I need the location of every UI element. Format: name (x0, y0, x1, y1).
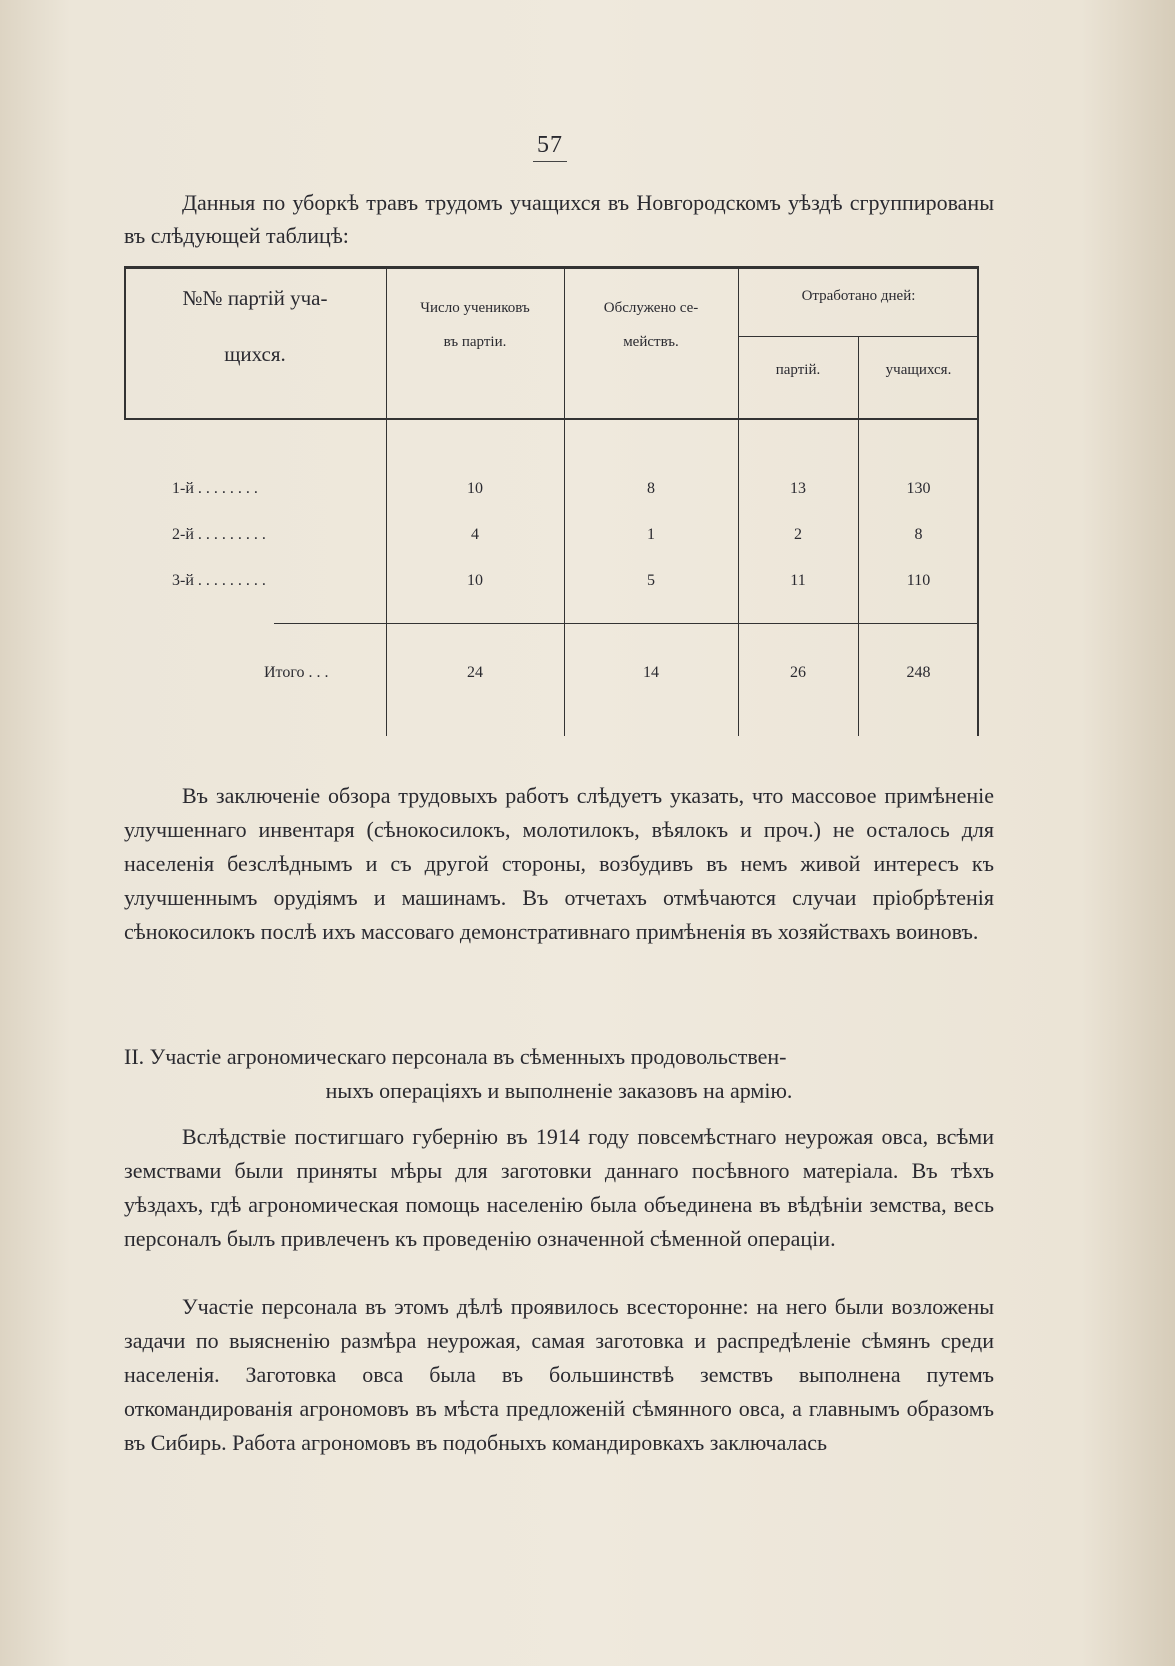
cell-families: 8 (647, 480, 655, 497)
table-row-label: 2-й . . . . . . . . . (172, 526, 266, 543)
header-worked-parties: партій. (775, 362, 821, 378)
data-table (124, 266, 979, 736)
total-label: Итого . . . (264, 664, 329, 681)
cell-students: 10 (467, 480, 483, 497)
cell-families: 5 (647, 572, 655, 589)
paragraph-oats-shortage: Вслѣдствіе постигшаго губернію въ 1914 году повсемѣстнаго неурожая овса, всѣми земствами были приняты мѣры для заготовки даннаго посѣвного матеріала. Въ тѣхъ уѣздахъ, гдѣ агрономическая помощь населенію была объединена въ вѣдѣніи земства, весь персоналъ былъ привлеченъ къ проведенію означенной сѣменной операціи. (124, 1124, 994, 1251)
header-students-cont: въ партіи. (443, 334, 507, 350)
total-students: 24 (467, 664, 483, 681)
total-parties: 26 (790, 664, 806, 681)
table-top-rule (124, 266, 979, 269)
cell-families: 1 (647, 526, 655, 543)
cell-students: 10 (467, 572, 483, 589)
header-families: Обслужено се- (603, 300, 699, 316)
section-heading (124, 1040, 994, 1108)
section-heading-line-1: II. Участіе агрономическаго персонала въ сѣменныхъ продовольствен- (124, 1044, 787, 1069)
total-rule (274, 623, 979, 624)
cell-parties: 13 (790, 480, 806, 497)
header-students: Число учениковъ (420, 300, 530, 316)
page-number: 57 (533, 132, 567, 162)
paragraph-conclusion: Въ заключеніе обзора трудовыхъ работъ слѣдуетъ указать, что массовое примѣненіе улучшеннаго инвентаря (сѣнокосилокъ, молотилокъ, вѣялокъ и проч.) не осталось для населенія безслѣднымъ и съ другой стороны, возбудивъ въ немъ живой интересъ къ улучшеннымъ орудіямъ и машинамъ. Въ отчетахъ отмѣчаются случаи пріобрѣтенія сѣнокосилокъ послѣ ихъ массоваго демонстративнаго примѣненія въ хозяйствахъ воиновъ. (124, 783, 994, 944)
section-heading-line-2: ныхъ операціяхъ и выполненіе заказовъ на армію. (325, 1078, 793, 1103)
table-row-label: 1-й . . . . . . . . (172, 480, 258, 497)
cell-pupils: 110 (906, 572, 931, 589)
cell-parties: 11 (790, 572, 806, 589)
cell-pupils: 130 (906, 480, 931, 497)
cell-parties: 2 (794, 526, 802, 543)
total-families: 14 (643, 664, 659, 681)
table-row-label: 3-й . . . . . . . . . (172, 572, 266, 589)
table-header-rule (124, 418, 979, 420)
cell-pupils: 8 (914, 526, 923, 543)
cell-students: 4 (471, 526, 479, 543)
header-families-cont: мействъ. (623, 334, 679, 350)
header-worked-students: учащихся. (885, 362, 952, 378)
subheader-rule (738, 336, 979, 337)
header-party: №№ партій уча- (182, 286, 328, 310)
header-party-cont: щихся. (224, 342, 286, 366)
total-pupils: 248 (906, 664, 931, 681)
header-worked: Отработано дней: (801, 288, 916, 304)
paragraph-staff-participation: Участіе персонала въ этомъ дѣлѣ проявилось всесторонне: на него были возложены задачи по выясненію размѣра неурожая, самая заготовка и распредѣленіе сѣмянъ среди населенія. Заготовка овса была въ большинствѣ земствъ выполнена путемъ откомандированія агрономовъ въ мѣста предложеній сѣмянного овса, а главнымъ образомъ въ Сибирь. Работа агрономовъ въ подобныхъ командировкахъ заключалась (124, 1294, 994, 1455)
intro-paragraph: Данныя по уборкѣ травъ трудомъ учащихся въ Новгородскомъ уѣздѣ сгруппированы въ слѣдующей таблицѣ: (124, 190, 994, 248)
